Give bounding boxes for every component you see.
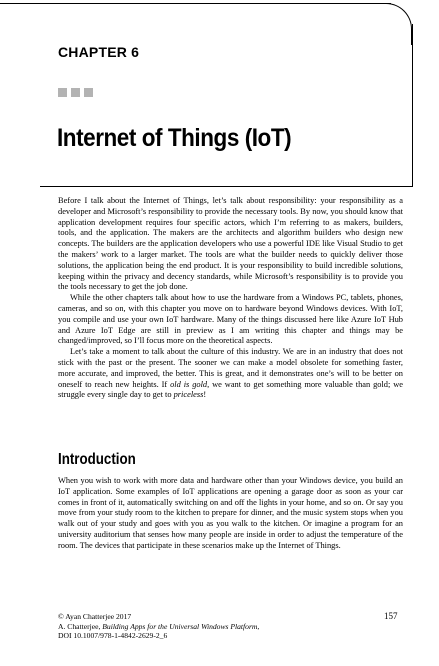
doi-line: DOI 10.1007/978-1-4842-2629-2_6 [58, 631, 168, 641]
section-heading: Introduction [58, 451, 136, 468]
intro-paragraph-2: While the other chapters talk about how to use the hardware from a Windows PC, tablets, phones, cameras, and so on, with this chapter you move on to hardware beyond Windows devices. With IoT, you compile and use your own IoT hardware. Many of the things discussed here like Azure IoT Hub and Azure IoT Edge are still in preview as I am writing this chapter and things may be changed/improved, so I’ll focus more on the theoretical aspects. [58, 293, 403, 346]
chapter-intro [58, 196, 403, 401]
page-footer [58, 612, 259, 641]
page-number: 157 [384, 611, 398, 621]
citation-book-title: Building Apps for the Universal Windows Platform [102, 621, 258, 631]
section-body [58, 476, 403, 552]
chapter-frame-right-rule [412, 24, 413, 186]
citation-author: A. Chatterjee, [58, 621, 103, 631]
intro-paragraph-3-emphasis: old is gold [170, 379, 208, 389]
intro-paragraph-3-emphasis: priceless [173, 390, 204, 400]
chapter-frame-corner [370, 3, 412, 45]
citation-line [58, 622, 259, 632]
intro-paragraph-3-text: ! [203, 390, 207, 400]
intro-paragraph-1: Before I talk about the Internet of Things, let’s talk about responsibility: your responsibility as a developer and Microsoft’s responsibility to provide the necessary tools. By now, you should know that application development requires four specific actors, which I’m referring to as makers, builders, tools, and the application. The makers are the architects and algorithm builders who design new concepts. The builders are the application developers who use a powerful IDE like Visual Studio to get the makers’ work to a larger market. The tools are what the builder needs to quickly deliver those solutions, the application being the end product. It is your responsibility to build incredible solutions, keeping within the privacy and decency standards, while Microsoft’s responsibility is to provide you the tools necessary to get the job done. [58, 196, 403, 292]
ornament-square [71, 88, 80, 97]
intro-paragraph-3-text: Let’s take a moment to talk about the culture of this industry. We are in an industry that does not stick with the past or the present. The sooner we can make a model obsolete for something faster, more accurate, and improved, the better. This is great, and it demonstrates one’s will to be better on oneself to reach new heights. If [58, 347, 403, 389]
chapter-frame-top-rule [0, 3, 391, 4]
chapter-frame-bottom-rule [40, 186, 413, 187]
ornament-square [58, 88, 67, 97]
copyright-line: © Ayan Chatterjee 2017 [58, 612, 132, 621]
intro-paragraph-3-text: , we want to get something more valuable than gold; we struggle every single day to get to [58, 379, 403, 400]
chapter-title: Internet of Things (IoT) [57, 124, 292, 152]
ornament-square [84, 88, 93, 97]
intro-paragraph-3 [58, 347, 403, 401]
section-paragraph-1: When you wish to work with more data and hardware other than your Windows device, you build an IoT application. Some examples of IoT applications are opening a garage door as soon as your car comes in front of it, automatically switching on and off the lights in your home, and so on. Or say you move from your study room to the kitchen to prepare for dinner, and the music system stops when you walk out of your study and goes with you as you walk to the kitchen. Or imagine a program for an university auditorium that senses how many people are inside in order to adjust the temperature of the room. The devices that participate in these scenarios make up the Internet of Things. [58, 476, 403, 550]
chapter-label: CHAPTER 6 [58, 44, 140, 60]
chapter-ornament [58, 88, 93, 97]
citation-punct: , [257, 621, 260, 631]
